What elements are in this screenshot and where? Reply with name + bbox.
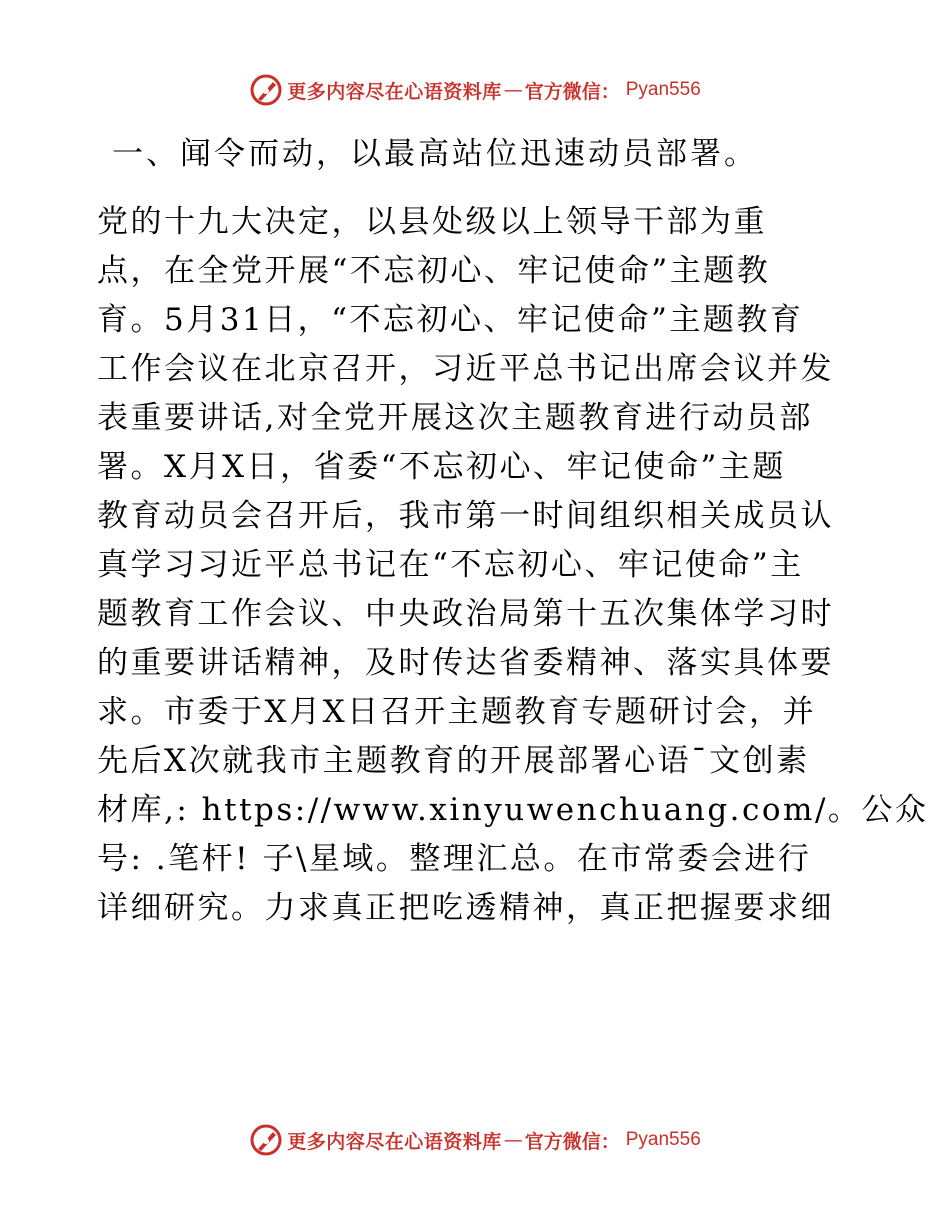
banner-site-text: 更多内容尽在心语资料库 [287,1130,502,1153]
paragraph-line: 真学习习近平总书记在“不忘初心、牢记使命”主 [97,547,804,583]
banner-wechat-id: Pyan556 [625,1129,701,1150]
banner-wechat-label: 官方微信： [524,1130,620,1153]
banner-wechat-id: Pyan556 [625,79,701,100]
paragraph-line: 工作会议在北京召开，习近平总书记出席会议并发 [97,351,834,387]
paragraph-line: 的重要讲话精神，及时传达省委精神、落实具体要 [97,645,834,681]
paragraph-line: 点，在全党开展“不忘初心、牢记使命”主题教 [97,253,771,289]
quill-logo-icon [249,1123,283,1157]
paragraph-line: 号: .笔杆! 子\星域。整理汇总。在市常委会进行 [97,841,812,877]
paragraph-line: 育。5月31日，“不忘初心、牢记使命”主题教育 [97,302,804,338]
banner-dash: — [503,79,523,101]
paragraph-line: 求。市委于X月X日召开主题教育专题研讨会，并 [97,694,817,730]
paragraph-line: 题教育工作会议、中央政治局第十五次集体学习时 [97,596,834,632]
paragraph-line: 表重要讲话,对全党开展这次主题教育进行动员部 [97,400,813,436]
paragraph-line: 教育动员会召开后，我市第一时间组织相关成员认 [97,498,834,534]
paragraph-line: 署。X月X日，省委“不忘初心、牢记使命”主题 [97,449,786,485]
paragraph-line: 材库,: https://www.xinyuwenchuang.com/。公众 [97,792,929,828]
quill-logo-icon [249,73,283,107]
banner-site-text: 更多内容尽在心语资料库 [287,80,502,103]
section-heading: 一、闻令而动，以最高站位迅速动员部署。 [112,136,758,172]
paragraph-line: 详细研究。力求真正把吃透精神，真正把握要求细 [97,890,834,926]
body-paragraph [97,198,929,933]
banner-dash: — [503,1129,523,1151]
paragraph-line: 先后X次就我市主题教育的开展部署心语¯文创素 [97,743,810,779]
paragraph-line: 党的十九大决定，以县处级以上领导干部为重 [97,204,767,240]
footer-banner [0,1120,950,1160]
header-banner [0,70,950,110]
banner-wechat-label: 官方微信： [524,80,620,103]
